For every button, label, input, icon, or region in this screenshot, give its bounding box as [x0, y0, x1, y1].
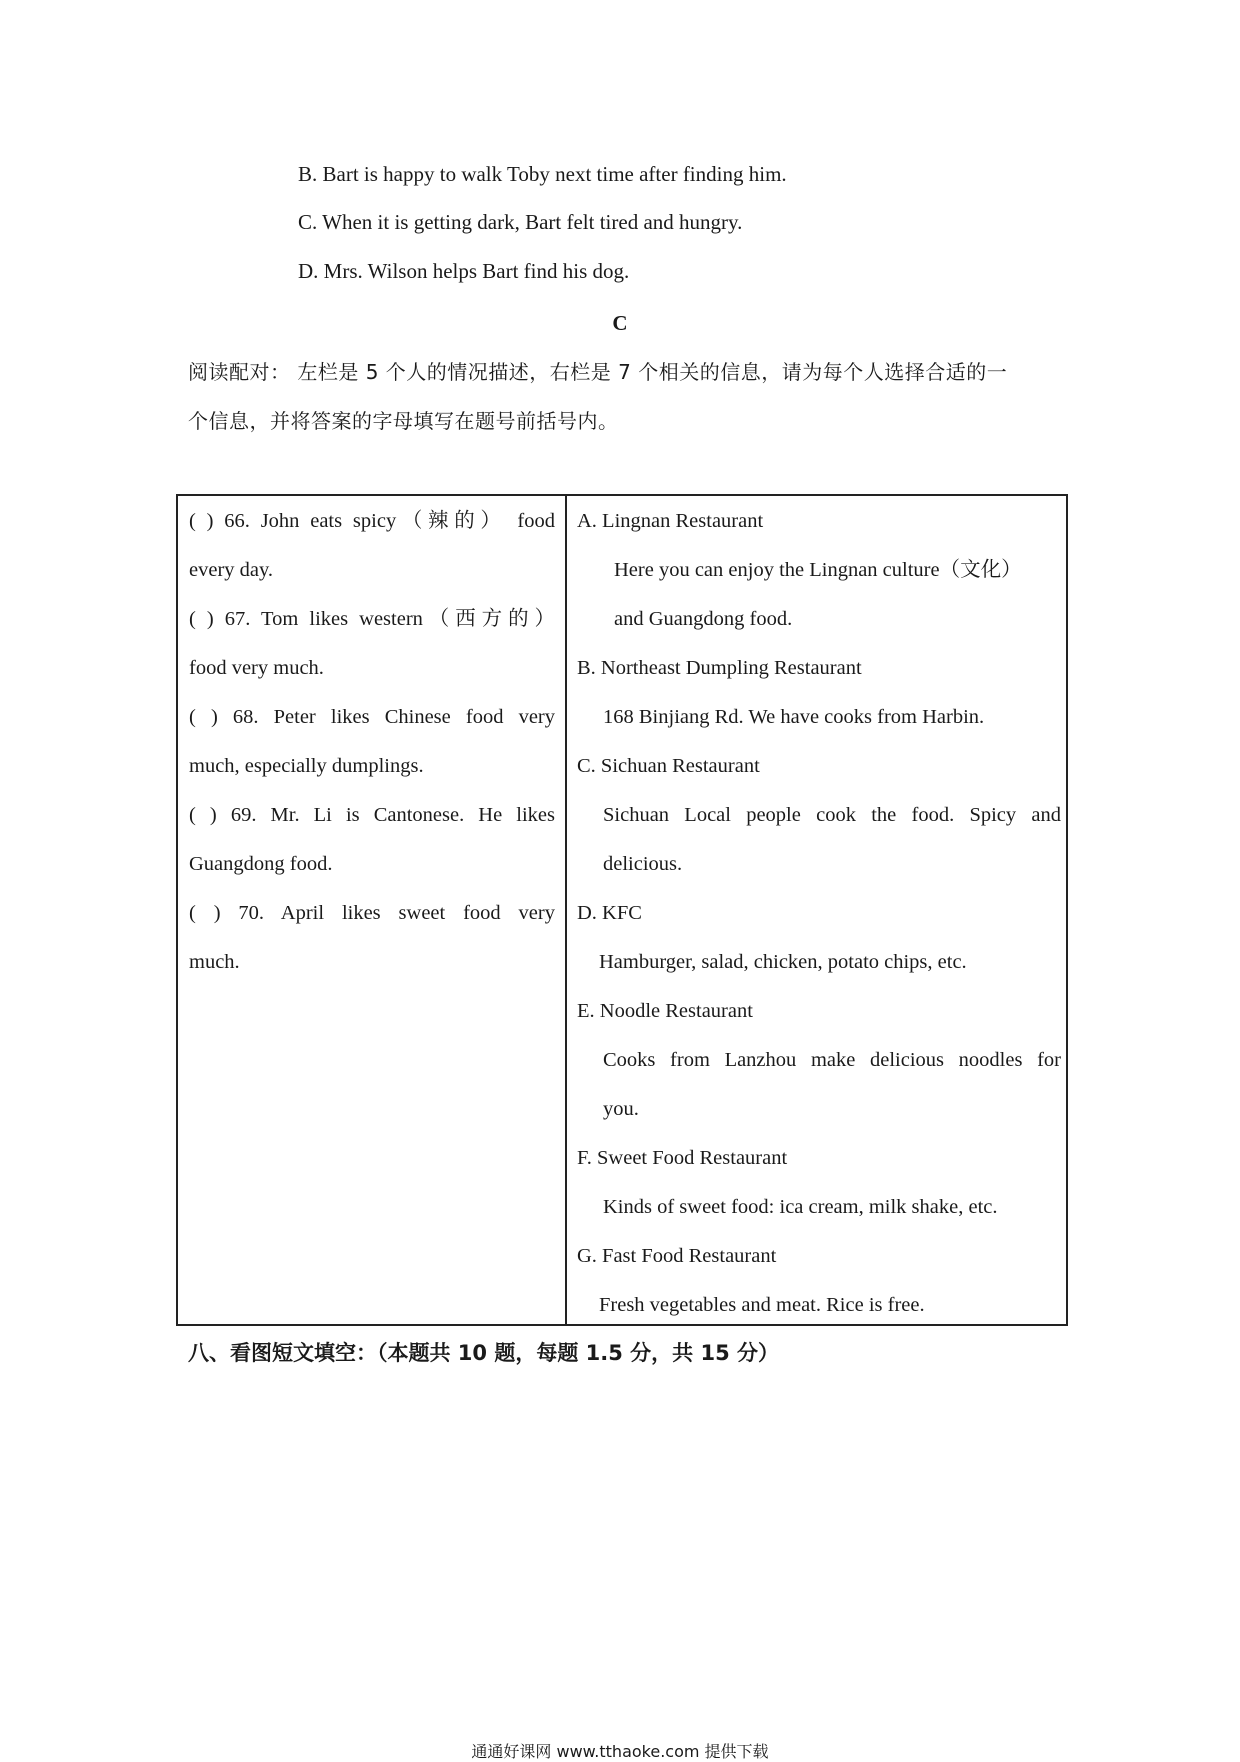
item-67-line-1: ( ) 67. Tom likes western（西方的） [189, 608, 555, 630]
info-d-desc: Hamburger, salad, chicken, potato chips, etc. [599, 951, 967, 973]
section-8-heading: 八、看图短文填空：（本题共 10 题，每题 1.5 分，共 15 分） [188, 1341, 780, 1365]
info-c-desc-2: delicious. [603, 853, 683, 875]
item-68-line-2: much, especially dumplings. [189, 755, 424, 777]
people-column [189, 506, 555, 996]
info-a-desc-2: and Guangdong food. [614, 608, 793, 630]
instruction-line-1: 阅读配对： 左栏是 5 个人的情况描述，右栏是 7 个相关的信息，请为每个人选择合适的一 [188, 360, 1008, 384]
info-d-title: D. KFC [577, 902, 642, 924]
info-e-title: E. Noodle Restaurant [577, 1000, 753, 1022]
option-c: C. When it is getting dark, Bart felt tired and hungry. [298, 210, 743, 234]
info-c-title: C. Sichuan Restaurant [577, 755, 760, 777]
section-letter: C [612, 311, 628, 335]
info-b-title: B. Northeast Dumpling Restaurant [577, 657, 862, 679]
item-69-line-2: Guangdong food. [189, 853, 333, 875]
info-a-desc-1: Here you can enjoy the Lingnan culture（文化） [614, 559, 1022, 581]
item-66-line-2: every day. [189, 559, 274, 581]
item-67-line-2: food very much. [189, 657, 324, 679]
item-69-line-1: ( ) 69. Mr. Li is Cantonese. He likes [189, 804, 555, 826]
info-g-desc: Fresh vegetables and meat. Rice is free. [599, 1294, 925, 1316]
info-f-desc: Kinds of sweet food: ica cream, milk shake, etc. [603, 1196, 998, 1218]
info-f-title: F. Sweet Food Restaurant [577, 1147, 788, 1169]
matching-table [176, 494, 1068, 1326]
item-68-line-1: ( ) 68. Peter likes Chinese food very [189, 706, 555, 728]
info-e-desc-2: you. [603, 1098, 639, 1120]
item-70-line-2: much. [189, 951, 240, 973]
option-d: D. Mrs. Wilson helps Bart find his dog. [298, 259, 630, 283]
info-column [577, 506, 1061, 1339]
instruction-line-2: 个信息，并将答案的字母填写在题号前括号内。 [188, 409, 619, 433]
column-divider [565, 496, 567, 1324]
info-b-desc: 168 Binjiang Rd. We have cooks from Harbin. [603, 706, 985, 728]
option-b: B. Bart is happy to walk Toby next time after finding him. [298, 162, 787, 186]
item-66-line-1: ( ) 66. John eats spicy（辣的） food [189, 510, 555, 532]
footer-source: 通通好课网 www.tthaoke.com 提供下载 [471, 1742, 769, 1761]
info-a-title: A. Lingnan Restaurant [577, 510, 764, 532]
info-g-title: G. Fast Food Restaurant [577, 1245, 777, 1267]
info-c-desc-1: Sichuan Local people cook the food. Spicy and [603, 804, 1061, 826]
info-e-desc-1: Cooks from Lanzhou make delicious noodles for [603, 1049, 1061, 1071]
item-70-line-1: ( ) 70. April likes sweet food very [189, 902, 555, 924]
